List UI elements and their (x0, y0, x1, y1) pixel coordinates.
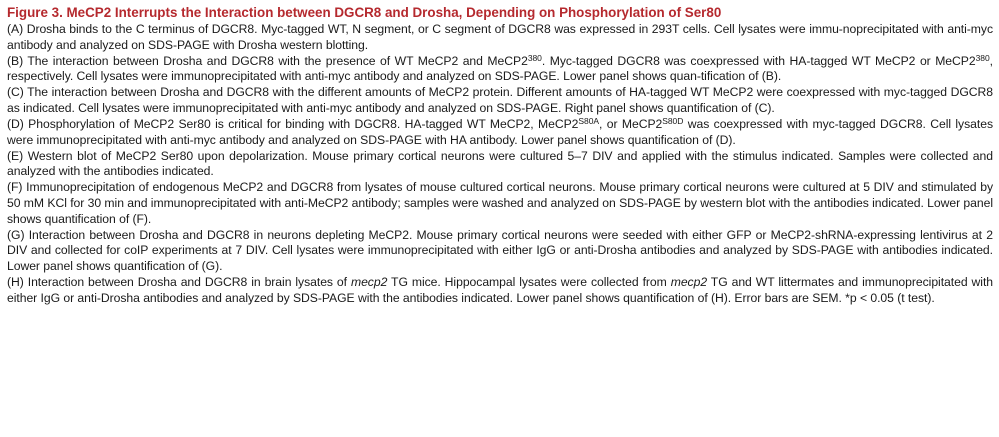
caption-text: (A) Drosha binds to the C terminus of DGCR8. Myc-tagged WT, N segment, or C segment of DGCR8 was expressed in 293T cells. Cell lysates were immu-noprecipitated with anti-myc antibody and analyzed on SDS-PAGE with Drosha western blotting. (7, 22, 993, 52)
caption-panel-e (7, 149, 993, 180)
figure-title: Figure 3. MeCP2 Interrupts the Interaction between DGCR8 and Drosha, Depending on Phosphorylation of Ser80 (7, 5, 722, 20)
superscript: S80A (578, 116, 599, 127)
caption-text: (F) Immunoprecipitation of endogenous MeCP2 and DGCR8 from lysates of mouse cultured cortical neurons. Mouse primary cortical neurons were cultured at 5 DIV and stimulated by 50 mM KCl for 30 min and immunoprecipitated with anti-MeCP2 antibody; samples were washed and analyzed on SDS-PAGE by western blot with the antibodies indicated. Lower panel shows quantification of (F). (7, 180, 993, 226)
superscript: S80D (662, 116, 684, 127)
caption-text: . Myc-tagged DGCR8 was coexpressed with HA-tagged WT MeCP2 or MeCP2 (541, 53, 976, 68)
caption-panel-d (7, 117, 993, 148)
caption-panel-a (7, 22, 993, 53)
caption-panel-b (7, 54, 993, 85)
caption-panel-g (7, 228, 993, 275)
caption-panel-f (7, 180, 993, 227)
caption-panel-c (7, 85, 993, 116)
caption-text: (B) The interaction between Drosha and DGCR8 with the presence of WT MeCP2 and MeCP2 (7, 53, 528, 68)
superscript: 380 (527, 52, 542, 63)
caption-text: , respectively. Cell lysates were immunoprecipitated with anti-myc antibody and analyzed on SDS-PAGE. Lower panel shows quan-tification of (B). (7, 53, 993, 84)
caption-text: was coexpressed with myc-tagged DGCR8. Cell lysates were immunoprecipitated with anti-myc antibody and analyzed on SDS-PAGE with HA antibody. Lower panel shows quantification of (D). (7, 117, 993, 147)
caption-text: TG and WT littermates and immunoprecipitated with either IgG or anti-Drosha antibodies and analyzed by SDS-PAGE with the antibodies indicated. Lower panel shows quantification of (H). Error bars are SEM. *p < 0.05 (t test). (7, 275, 994, 305)
italic-text: mecp2 (350, 275, 388, 289)
caption-text: (C) The interaction between Drosha and DGCR8 with the different amounts of MeCP2 protein. Different amounts of HA-tagged WT MeCP2 were coexpressed with myc-tagged DGCR8 as indicated. Cell lysates were immunoprecipitated with anti-myc antibody and analyzed on SDS-PAGE. Right panel shows quantification of (C). (7, 85, 993, 115)
superscript: 380 (975, 52, 990, 63)
italic-text: mecp2 (670, 275, 708, 289)
caption-text: TG mice. Hippocampal lysates were collected from (387, 275, 671, 289)
caption-text: (H) Interaction between Drosha and DGCR8 in brain lysates of (7, 275, 351, 289)
caption-panel-h (7, 275, 993, 306)
caption-text: , or MeCP2 (599, 117, 663, 132)
caption-text: (D) Phosphorylation of MeCP2 Ser80 is critical for binding with DGCR8. HA-tagged WT MeCP2, MeCP2 (7, 117, 579, 132)
caption-body (7, 22, 993, 306)
caption-text: (G) Interaction between Drosha and DGCR8 in neurons depleting MeCP2. Mouse primary cortical neurons were seeded with either GFP or MeCP2-shRNA-expressing lentivirus at 2 DIV and collected for coIP experiments at 7 DIV. Cell lysates were immunoprecipitated with either IgG or anti-Drosha antibodies and analyzed by SDS-PAGE with antibodies indicated. Lower panel shows quantification of (G). (7, 227, 993, 273)
caption-text: (E) Western blot of MeCP2 Ser80 upon depolarization. Mouse primary cortical neurons were cultured 5–7 DIV and applied with the stimulus indicated. Samples were collected and analyzed with the antibodies indicated. (7, 148, 993, 179)
